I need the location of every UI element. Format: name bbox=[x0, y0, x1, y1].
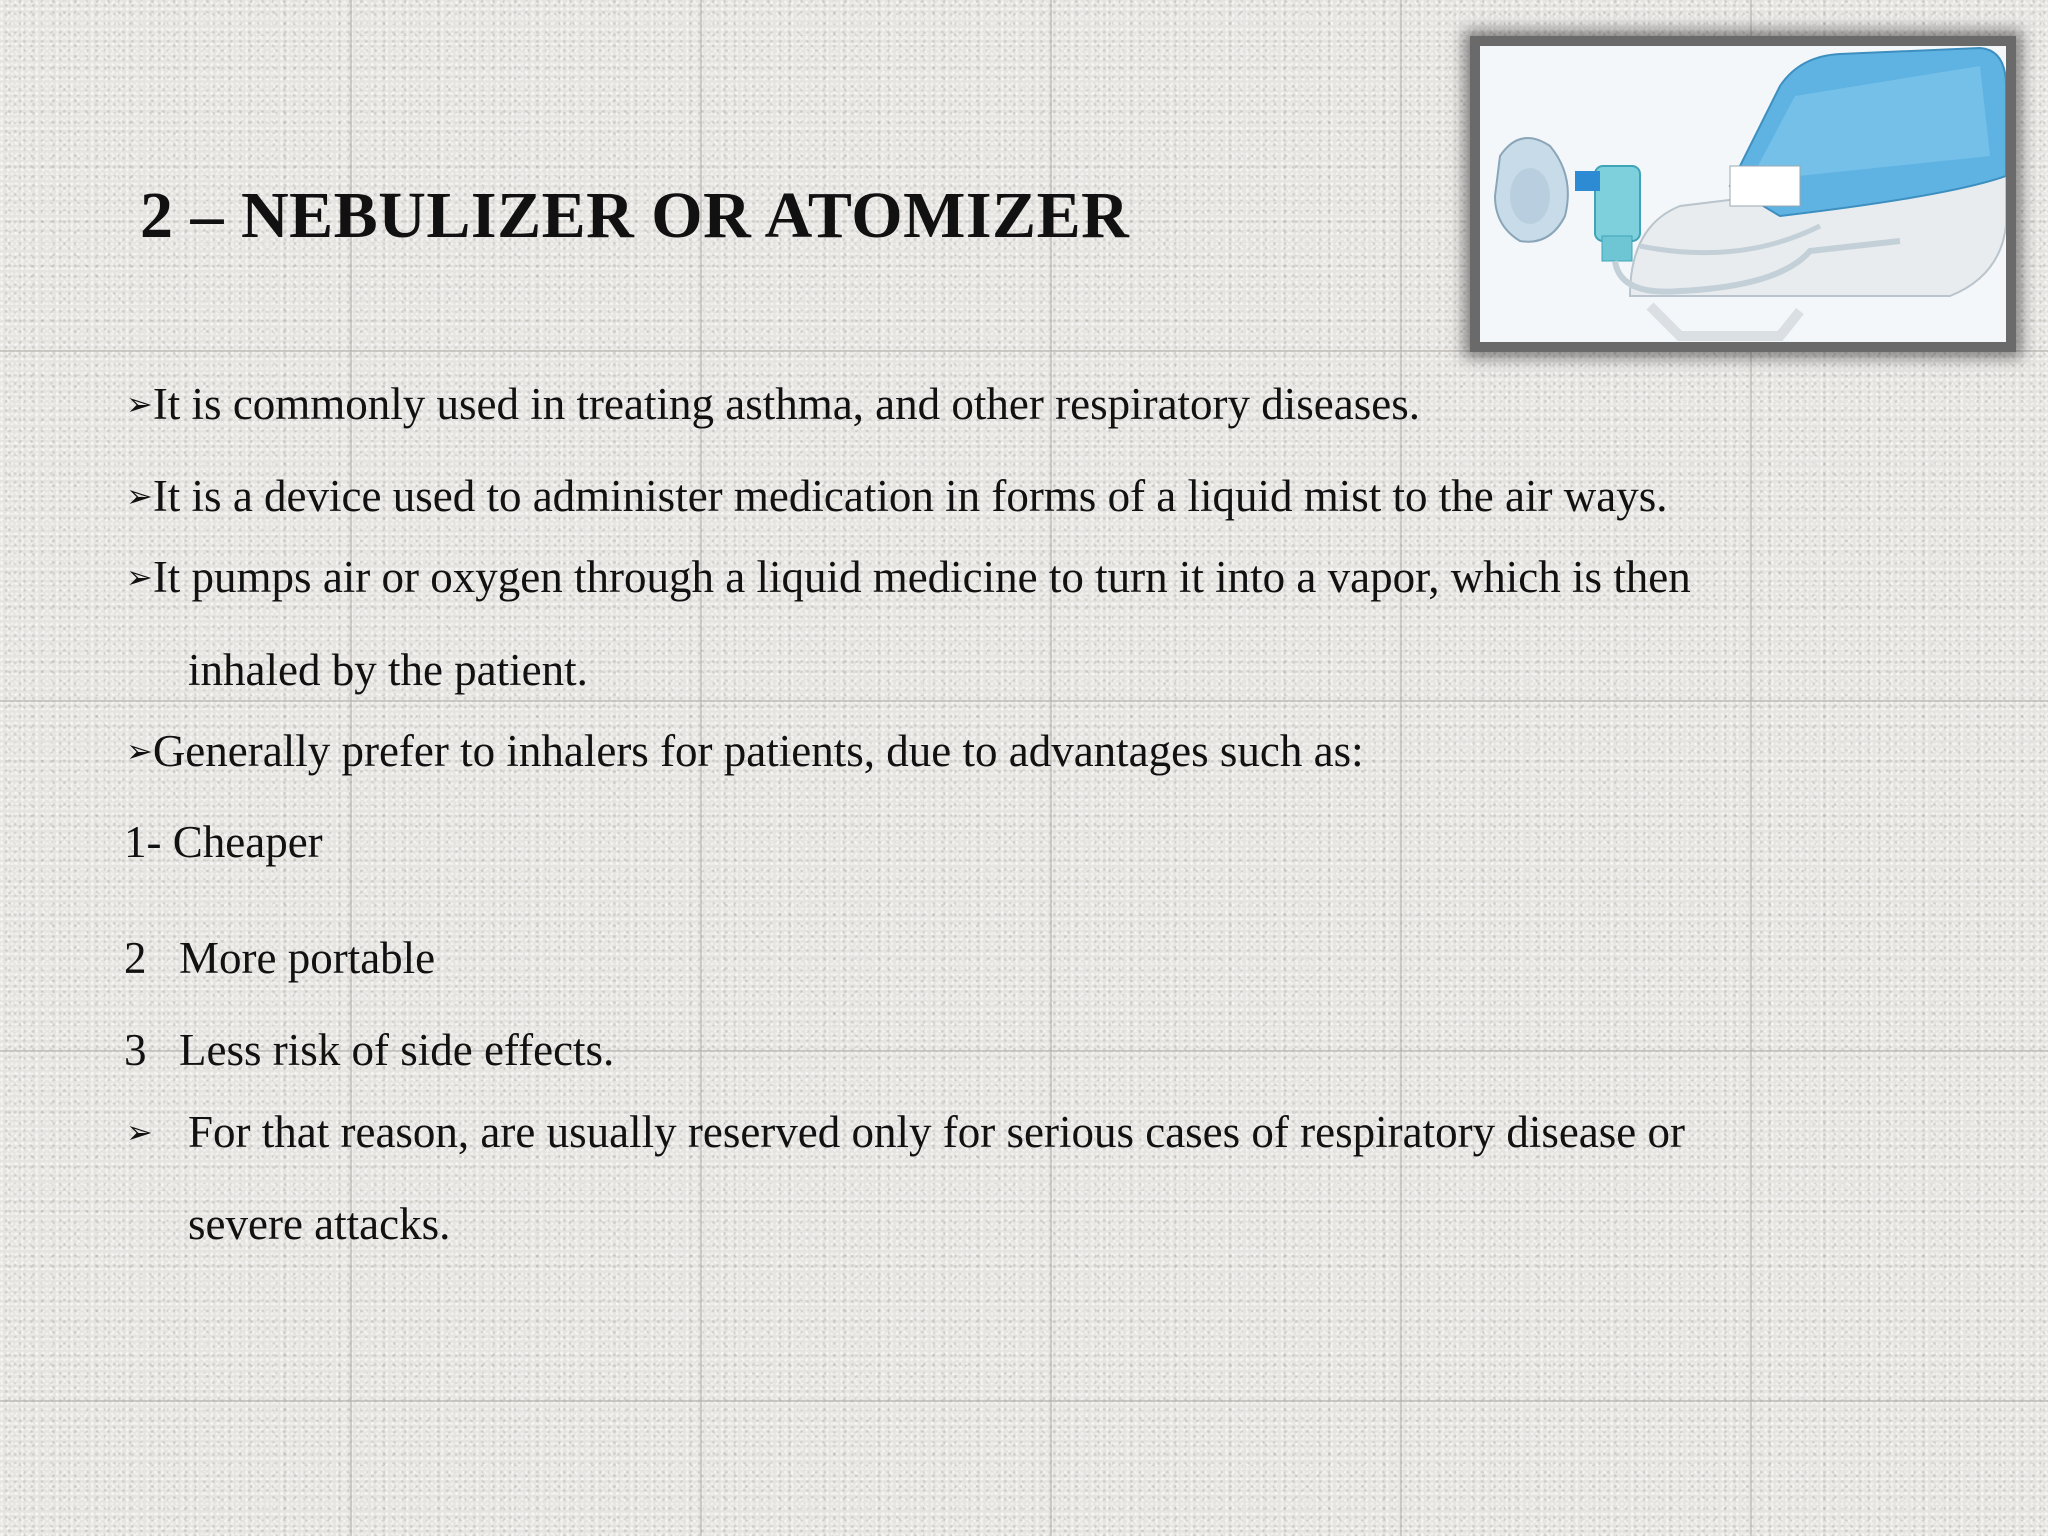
bullet-line: ➢Generally prefer to inhalers for patients, due to advantages such as: bbox=[126, 726, 1364, 776]
bullet-line: ➢It pumps air or oxygen through a liquid medicine to turn it into a vapor, which is then bbox=[126, 552, 1691, 602]
grid-line bbox=[0, 1400, 2048, 1402]
arrow-bullet-icon: ➢ bbox=[126, 558, 153, 596]
grid-line bbox=[1400, 0, 1402, 1536]
bullet-line: ➢It is a device used to administer medication in forms of a liquid mist to the air ways. bbox=[126, 471, 1668, 521]
bullet-line: ➢ For that reason, are usually reserved only for serious cases of respiratory disease or bbox=[126, 1107, 1685, 1157]
grid-line bbox=[0, 700, 2048, 702]
bullet-line: ➢It is commonly used in treating asthma, and other respiratory diseases. bbox=[126, 379, 1420, 429]
nebulizer-illustration bbox=[1480, 46, 2006, 342]
advantage-item: 1- Cheaper bbox=[124, 817, 323, 867]
continuation-line: inhaled by the patient. bbox=[188, 645, 588, 695]
arrow-bullet-icon: ➢ bbox=[126, 385, 153, 423]
slide-title: 2 – NEBULIZER OR ATOMIZER bbox=[140, 179, 1130, 252]
arrow-bullet-icon: ➢ bbox=[126, 732, 153, 770]
nebulizer-photo bbox=[1470, 36, 2016, 352]
continuation-line: severe attacks. bbox=[188, 1199, 451, 1249]
arrow-bullet-icon: ➢ bbox=[126, 477, 153, 515]
arrow-bullet-icon: ➢ bbox=[126, 1113, 153, 1151]
advantage-item: 3 Less risk of side effects. bbox=[124, 1025, 615, 1075]
advantage-item: 2 More portable bbox=[124, 933, 436, 983]
